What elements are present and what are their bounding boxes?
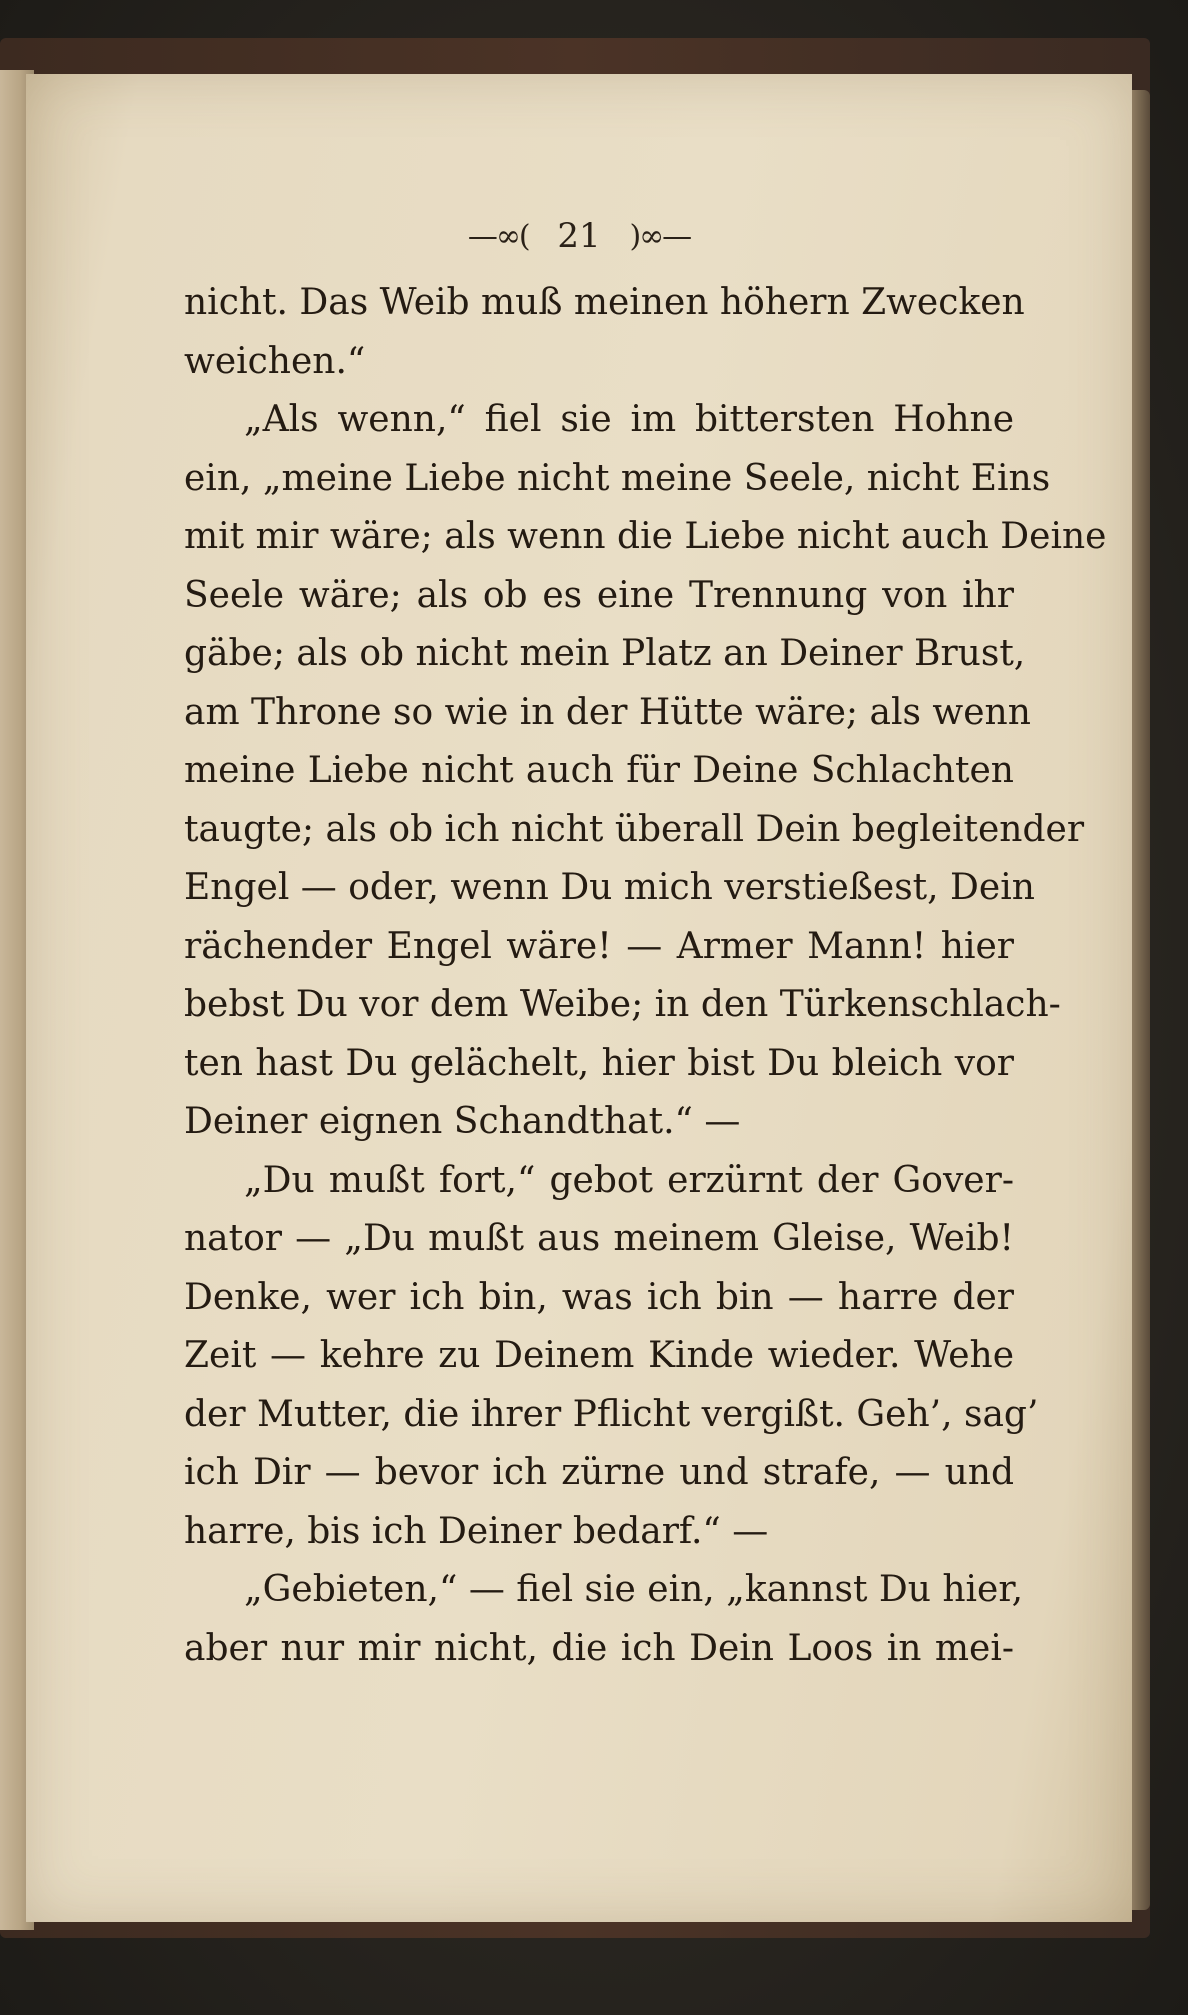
text-line: ein, „meine Liebe nicht meine Seele, nicht Eins [184, 457, 1051, 499]
text-line: taugte; als ob ich nicht überall Dein begleitender [184, 808, 1085, 850]
text-line: harre, bis ich Deiner bedarf.“ — [184, 1510, 769, 1552]
text-line: gäbe; als ob nicht mein Platz an Deiner Brust, [184, 633, 1026, 674]
text-line: am Throne so wie in der Hütte wäre; als wenn [184, 691, 1031, 733]
page-number: 21 [557, 216, 601, 256]
text-line: meine Liebe nicht auch für Deine Schlachten [184, 750, 1014, 791]
book-page [26, 74, 1132, 1922]
text-line: Zeit — kehre zu Deinem Kinde wieder. Wehe [184, 1335, 1014, 1376]
text-line: nator — „Du mußt aus meinem Gleise, Weib! [184, 1218, 1014, 1259]
text-line: ich Dir — bevor ich zürne und strafe, — und [184, 1452, 1014, 1493]
text-line: Seele wäre; als ob es eine Trennung von ihr [184, 574, 1014, 616]
ornament-right: )∞— [629, 218, 691, 254]
text-line: Denke, wer ich bin, was ich bin — harre der [184, 1276, 1014, 1318]
text-line: „Gebieten,“ — fiel sie ein, „kannst Du hier, [244, 1569, 1024, 1610]
text-line: „Du mußt fort,“ gebot erzürnt der Gover- [244, 1159, 1014, 1201]
text-line: rächender Engel wäre! — Armer Mann! hier [184, 925, 1014, 967]
text-line: weichen.“ [184, 340, 366, 382]
text-line: aber nur mir nicht, die ich Dein Loos in mei- [184, 1627, 1014, 1669]
text-line: bebst Du vor dem Weibe; in den Türkenschlach- [184, 984, 1061, 1025]
body-text [184, 274, 1107, 1678]
text-line: Engel — oder, wenn Du mich verstießest, Dein [184, 867, 1035, 908]
page-header [26, 214, 1132, 256]
text-line: mit mir wäre; als wenn die Liebe nicht auch Deine [184, 516, 1107, 557]
ornament-left: —∞( [467, 218, 529, 254]
text-line: der Mutter, die ihrer Pflicht vergißt. Geh’, sag’ [184, 1393, 1039, 1435]
text-line: Deiner eignen Schandthat.“ — [184, 1101, 741, 1142]
text-line: „Als wenn,“ fiel sie im bittersten Hohne [244, 399, 1014, 440]
text-line: nicht. Das Weib muß meinen höhern Zwecken [184, 282, 1025, 323]
text-line: ten hast Du gelächelt, hier bist Du bleich vor [184, 1042, 1014, 1084]
